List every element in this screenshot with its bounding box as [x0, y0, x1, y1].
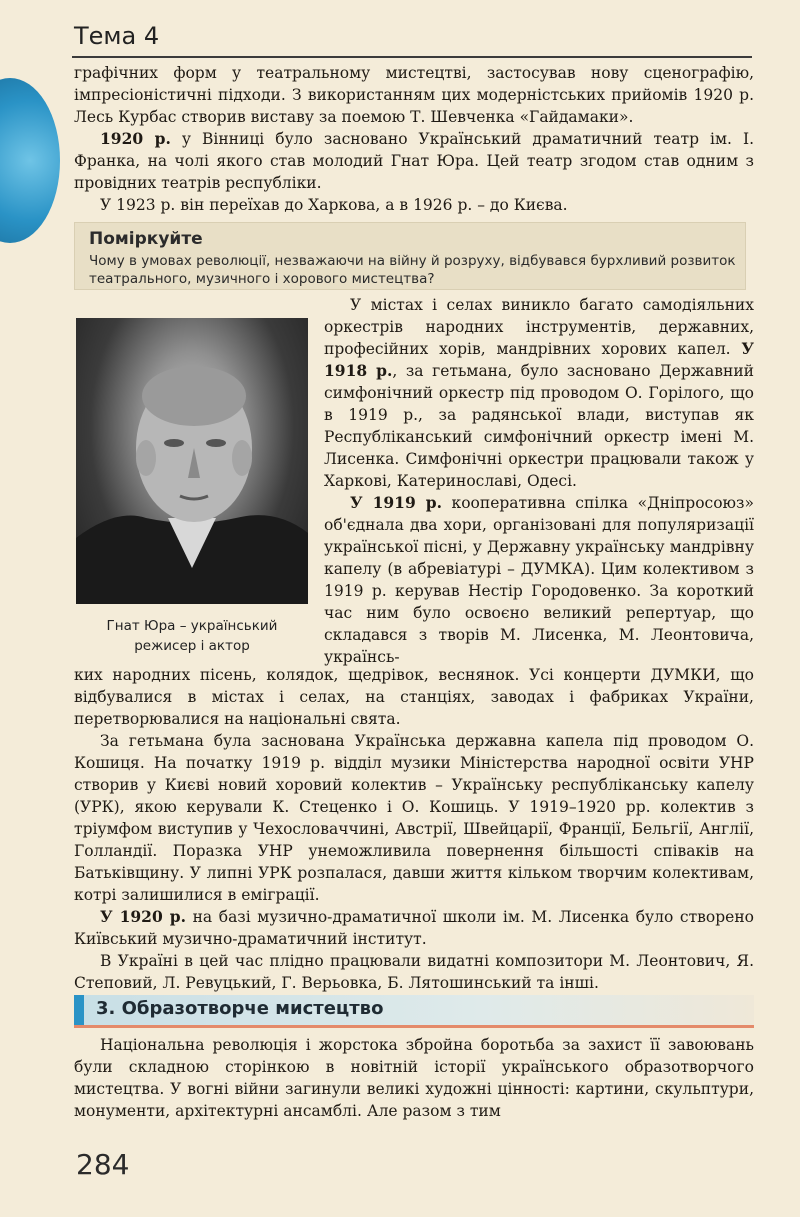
- intro-paragraph-3: У 1923 р. він переїхав до Харкова, а в 1926 р. – до Києва.: [100, 196, 568, 214]
- section-title: 3. Образотворче мистецтво: [96, 998, 384, 1019]
- year-highlight: У 1920 р.: [100, 907, 187, 926]
- year-highlight: 1920 р.: [100, 129, 171, 148]
- page-number: 284: [76, 1148, 130, 1181]
- main-paragraph-1: За гетьмана була заснована Українська державна капела під проводом О. Кошиця. На початку 1919 р. відділ музики Міністерства народної освіти УНР створив у Києві новий хоровий колектив – Українську республіканську капелу (УРК), якою керували К. Стеценко і О. Кошиць. У 1919–1920 рр. колектив з тріумфом виступив у Чехословаччині, Австрії, Швейцарії, Франції, Бельгії, Англії, Голландії. Поразка УНР унеможливила повернення більшості співаків на Батьківщину. У липні УРК розпалася, давши життя кільком творчим колективам, котрі залишилися в еміграції.: [74, 732, 754, 904]
- portrait-photo: [76, 318, 308, 604]
- main-text: [74, 664, 754, 994]
- main-paragraph-2: У 1920 р. на базі музично-драматичної школи ім. М. Лисенка було створено Київський музично-драматичний інститут.: [74, 907, 754, 948]
- year-highlight: У 1918 р.: [324, 339, 754, 380]
- year-highlight: У 1919 р.: [350, 493, 442, 512]
- think-box: [74, 222, 746, 290]
- section-marker: [74, 995, 84, 1025]
- right-paragraph-1: У містах і селах виникло багато самодіяльних оркестрів народних інструментів, державних, професійних хорів, мандрівних хорових капел. У 1918 р., за гетьмана, було засновано Державний симфонічний оркестр під проводом О. Горілого, що в 1919 р., за радянської влади, виступав як Республіканський симфонічний оркестр імені М. Лисенка. Симфонічні оркестри працювали також у Харкові, Катеринославі, Одесі.: [324, 296, 754, 490]
- section-heading-bar: [74, 995, 754, 1028]
- intro-paragraph-2: 1920 р. у Вінниці було засновано Український драматичний театр ім. І. Франка, на чолі якого став молодий Гнат Юра. Цей театр згодом став одним з провідних театрів республіки.: [74, 129, 754, 192]
- right-column-text: [324, 294, 754, 668]
- think-box-title: Поміркуйте: [89, 229, 203, 249]
- intro-text: [74, 62, 754, 216]
- photo-caption: [76, 616, 308, 656]
- caption-line-2: режисер і актор: [134, 638, 250, 654]
- right-paragraph-2: У 1919 р. кооперативна спілка «Дніпросоюз» об'єднала два хори, організовані для популяризації української пісні, у Державну українську мандрівну капелу (в абревіатурі – ДУМКА). Цим колективом з 1919 р. керував Нестір Городовенко. За короткий час ним було освоєно великий репертуар, що складався з творів М. Лисенка, М. Леонтовича, українсь-: [324, 493, 754, 666]
- section-body-text: [74, 1034, 754, 1122]
- portrait-illustration: [76, 318, 308, 604]
- section-paragraph-1: Національна революція і жорстока збройна боротьба за захист її завоювань були складною сторінкою в новітній історії українського образотворчого мистецтва. У вогні війни загинули великі художні цінності: картини, скульптури, монументи, архітектурні ансамблі. Але разом з тим: [74, 1036, 754, 1120]
- page-header: [72, 20, 752, 58]
- intro-paragraph-1: графічних форм у театральному мистецтві, застосував нову сценографію, імпресіоністичні підходи. З використанням цих модерністських прийомів 1920 р. Лесь Курбас створив виставу за поемою Т. Шевченка «Гайдамаки».: [74, 64, 754, 126]
- continuation-paragraph: ких народних пісень, колядок, щедрівок, веснянок. Усі концерти ДУМКИ, що відбувалися в містах і селах, на станціях, заводах і фабриках України, перетворювалися на національні свята.: [74, 666, 754, 728]
- think-box-question: Чому в умовах революції, незважаючи на війну й розруху, відбувався бурхливий розвиток театрального, музичного і хорового мистецтва?: [89, 253, 736, 287]
- main-paragraph-3: В Україні в цей час плідно працювали видатні композитори М. Леонтович, Я. Степовий, Л. Ревуцький, Г. Верьовка, Б. Лятошинський та інші.: [74, 952, 754, 992]
- caption-line-1: Гнат Юра – український: [106, 618, 278, 634]
- decorative-blue-tab: [0, 78, 60, 243]
- topic-title: Тема 4: [74, 22, 160, 50]
